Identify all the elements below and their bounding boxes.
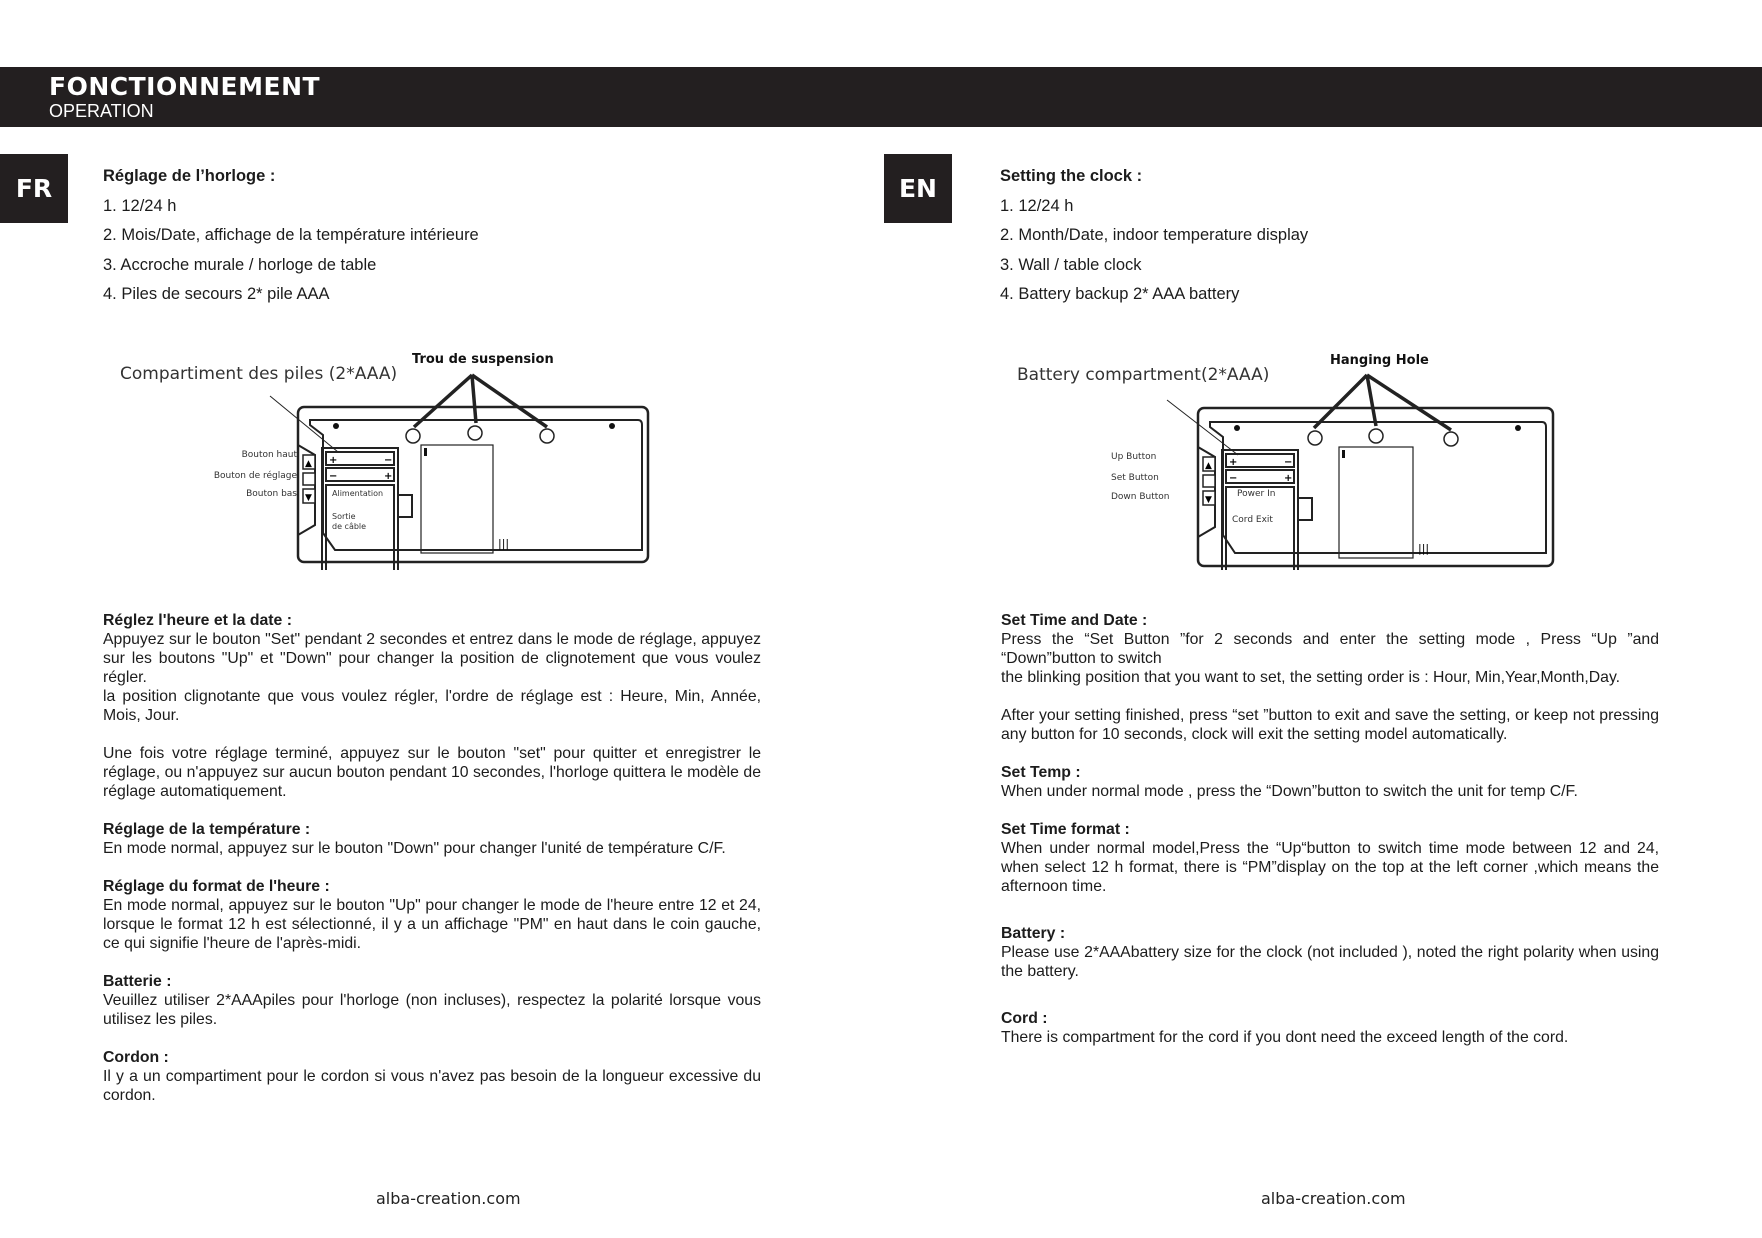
- section-exit-setting: [103, 744, 761, 801]
- section-heading: Réglage de la température :: [103, 821, 311, 838]
- section-heading: Battery :: [1001, 925, 1066, 942]
- cord-exit-label-2: de câble: [332, 522, 367, 531]
- section-cord: [1001, 1009, 1659, 1047]
- section-set-time-date: [103, 611, 761, 725]
- language-badge-fr: FR: [0, 154, 68, 223]
- section-heading: Set Time format :: [1001, 821, 1130, 838]
- minus-sign: −: [1284, 457, 1293, 468]
- section-set-temp: [103, 820, 761, 858]
- page-title: FONCTIONNEMENT: [49, 72, 321, 101]
- vent-lines: |||: [1418, 542, 1430, 555]
- plus-sign: +: [329, 455, 338, 466]
- section-heading: Cordon :: [103, 1049, 169, 1066]
- section-text: Press the “Set Button ”for 2 seconds and enter the setting mode , Press “Up ”and “Down”button to switch: [1001, 631, 1659, 667]
- up-arrow-icon: ▲: [1205, 461, 1212, 471]
- section-heading: Batterie :: [103, 973, 172, 990]
- battery-compartment-label: Compartiment des piles (2*AAA): [120, 364, 398, 384]
- intro-item: 2. Mois/Date, affichage de la température intérieure: [103, 226, 479, 244]
- display-marker: [1342, 450, 1345, 458]
- intro-item: 3. Wall / table clock: [1000, 255, 1142, 274]
- plus-sign: +: [1284, 473, 1293, 484]
- power-in-label: Alimentation: [332, 489, 384, 498]
- down-arrow-icon: ▼: [305, 493, 312, 503]
- footer-website: alba-creation.com: [1261, 1189, 1406, 1208]
- section-heading: Set Time and Date :: [1001, 612, 1148, 629]
- screw-dot-icon: [1234, 425, 1240, 431]
- section-text: When under normal model,Press the “Up“button to switch time mode between 12 and 24, when select 12 h format, there is “PM”display on the top at the left corner ,which means the afternoon time.: [1001, 840, 1659, 895]
- intro-en: [1000, 162, 1308, 310]
- clock-back-diagram-fr: [110, 345, 670, 570]
- hanging-hole-label: Hanging Hole: [1330, 353, 1429, 368]
- screw-dot-icon: [1515, 425, 1521, 431]
- section-text: When under normal mode , press the “Down”button to switch the unit for temp C/F.: [1001, 783, 1578, 800]
- section-text: Veuillez utiliser 2*AAApiles pour l'horloge (non incluses), respectez la polarité lorsque vous utilisez les piles.: [103, 992, 761, 1028]
- hanging-hole-icon: [1308, 429, 1458, 446]
- down-button-label: Bouton bas: [246, 489, 297, 499]
- screw-dot-icon: [333, 423, 339, 429]
- intro-item: 4. Battery backup 2* AAA battery: [1000, 285, 1240, 303]
- vent-lines: |||: [498, 537, 510, 550]
- section-heading: Réglez l'heure et la date :: [103, 612, 292, 629]
- plus-sign: +: [1229, 457, 1238, 468]
- clock-back-diagram-en: [1010, 345, 1570, 570]
- page-subtitle: OPERATION: [49, 101, 154, 121]
- display-marker: [424, 448, 427, 456]
- plus-sign: +: [384, 471, 393, 482]
- down-button-label: Down Button: [1111, 492, 1170, 502]
- intro-item: 4. Piles de secours 2* pile AAA: [103, 285, 330, 303]
- section-heading: Cord :: [1001, 1010, 1048, 1027]
- intro-item: 1. 12/24 h: [1000, 196, 1074, 215]
- section-text: the blinking position that you want to set, the setting order is : Hour, Min,Year,Month,Day.: [1001, 669, 1621, 686]
- power-in-label: Power In: [1237, 489, 1276, 499]
- set-button-label: Set Button: [1111, 473, 1159, 483]
- section-set-temp: [1001, 763, 1659, 801]
- language-badge-en: EN: [884, 154, 952, 223]
- intro-item: 2. Month/Date, indoor temperature display: [1000, 226, 1309, 244]
- footer-website: alba-creation.com: [376, 1189, 521, 1208]
- section-text: After your setting finished, press “set ”button to exit and save the setting, or keep not pressing any button for 10 seconds, clock will exit the setting model automatically.: [1001, 707, 1659, 743]
- minus-sign: −: [329, 471, 338, 482]
- cord-exit-label: Cord Exit: [1232, 515, 1273, 525]
- section-exit-setting: [1001, 706, 1659, 744]
- intro-item: 1. 12/24 h: [103, 196, 177, 215]
- instructions-en: [1001, 611, 1659, 1047]
- section-time-format: [1001, 820, 1659, 896]
- section-text: There is compartment for the cord if you dont need the exceed length of the cord.: [1001, 1029, 1569, 1046]
- set-button-label: Bouton de réglage: [213, 471, 297, 481]
- display-window: [421, 445, 493, 553]
- section-set-time-date: [1001, 611, 1659, 687]
- up-arrow-icon: ▲: [305, 459, 312, 469]
- intro-item: 3. Accroche murale / horloge de table: [103, 255, 377, 274]
- section-text: Une fois votre réglage terminé, appuyez sur le bouton "set" pour quitter et enregistrer le réglage, ou n'appuyez sur aucun bouton pendant 10 secondes, l'horloge quittera le modèle de réglage automatiquement.: [103, 745, 761, 800]
- section-cord: [103, 1048, 761, 1105]
- section-heading: Réglage du format de l'heure :: [103, 878, 330, 895]
- display-window: [1339, 447, 1413, 558]
- minus-sign: −: [1229, 473, 1238, 484]
- down-arrow-icon: ▼: [1205, 495, 1212, 505]
- section-heading: Set Temp :: [1001, 764, 1081, 781]
- section-time-format: [103, 877, 761, 953]
- minus-sign: −: [384, 455, 393, 466]
- section-text: Il y a un compartiment pour le cordon si vous n'avez pas besoin de la longueur excessive du cordon.: [103, 1068, 761, 1104]
- hanging-hole-icon: [406, 426, 554, 443]
- intro-fr: [103, 162, 479, 310]
- hanging-hole-label: Trou de suspension: [412, 352, 554, 367]
- battery-pointer-line: [270, 396, 338, 452]
- battery-compartment: [322, 448, 412, 570]
- cord-exit-label: Sortie: [332, 512, 356, 521]
- up-button-label: Bouton haut: [241, 450, 297, 460]
- section-text: En mode normal, appuyez sur le bouton "Down" pour changer l'unité de température C/F.: [103, 840, 726, 857]
- section-text: En mode normal, appuyez sur le bouton "Up" pour changer le mode de l'heure entre 12 et 24, lorsque le format 12 h est sélectionné, il y a un affichage "PM" en haut dans le coin gauche, ce qui signifie l'heure de l'après-midi.: [103, 897, 761, 952]
- intro-title: Réglage de l’horloge :: [103, 167, 276, 185]
- section-battery: [103, 972, 761, 1029]
- section-text: Please use 2*AAAbattery size for the clock (not included ), noted the right polarity when using the battery.: [1001, 944, 1659, 980]
- instructions-fr: [103, 611, 761, 1105]
- up-button-label: Up Button: [1111, 452, 1157, 462]
- intro-title: Setting the clock :: [1000, 167, 1143, 185]
- screw-dot-icon: [609, 423, 615, 429]
- section-text: Appuyez sur le bouton "Set" pendant 2 secondes et entrez dans le mode de réglage, appuyez sur les boutons "Up" et "Down" pour changer la position de clignotement que vous voulez régler.: [103, 631, 761, 686]
- section-battery: [1001, 924, 1659, 981]
- battery-compartment-label: Battery compartment(2*AAA): [1017, 365, 1270, 385]
- section-text: la position clignotante que vous voulez régler, l'ordre de réglage est : Heure, Min, Année, Mois, Jour.: [103, 688, 761, 724]
